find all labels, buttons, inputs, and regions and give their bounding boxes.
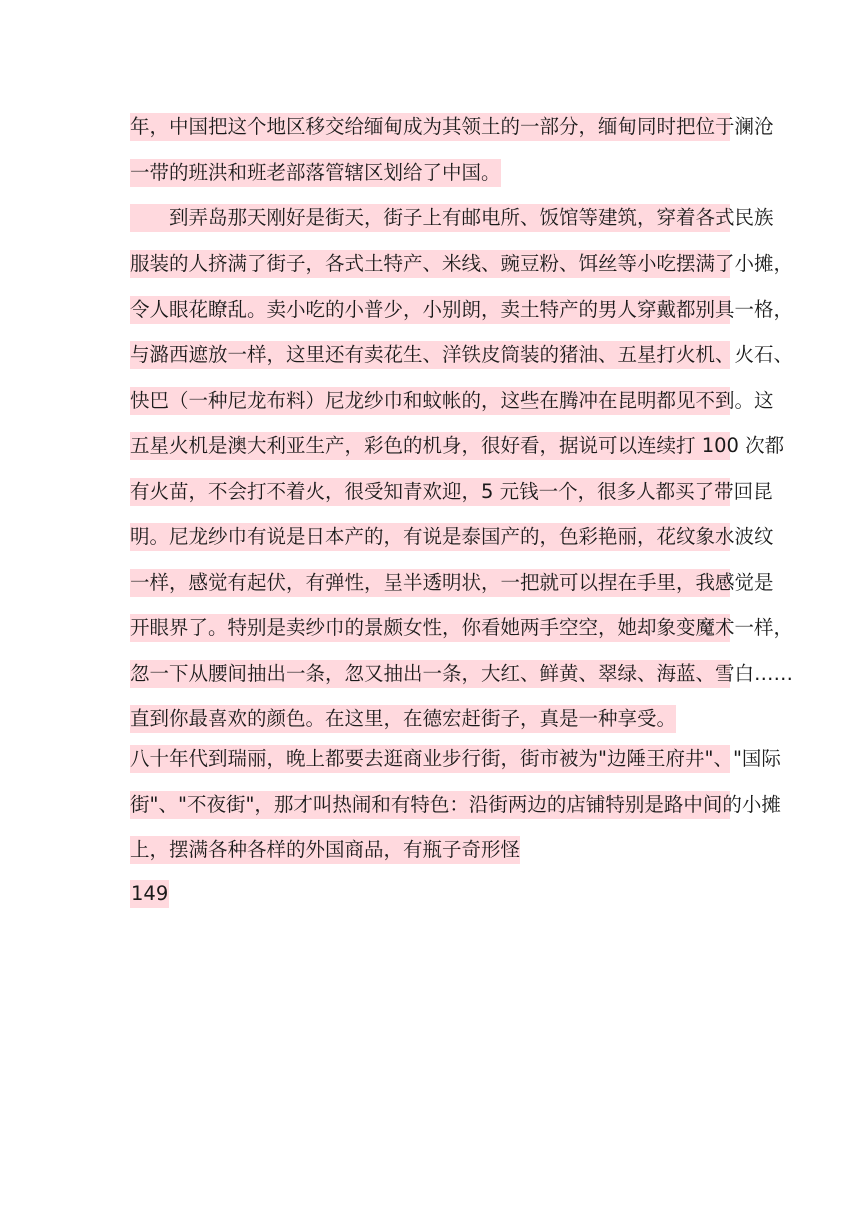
- text-line: 与潞西遮放一样，这里还有卖花生、洋铁皮筒装的猪油、五星打火机、火石、: [130, 341, 730, 369]
- text-line: 八十年代到瑞丽，晚上都要去逛商业步行街，街市被为"边陲王府井"、"国际: [130, 745, 730, 773]
- text-line: 忽一下从腰间抽出一条，忽又抽出一条，大红、鲜黄、翠绿、海蓝、雪白……: [130, 660, 730, 688]
- text-line: 有火苗，不会打不着火，很受知青欢迎，5 元钱一个，很多人都买了带回昆: [130, 478, 730, 506]
- text-line: 直到你最喜欢的颜色。在这里，在德宏赶街子，真是一种享受。: [130, 705, 676, 733]
- text-line-indented: [130, 204, 774, 232]
- text-line: 五星火机是澳大利亚生产，彩色的机身，很好看，据说可以连续打 100 次都: [130, 432, 730, 460]
- text-line: 上，摆满各种各样的外国商品，有瓶子奇形怪: [130, 836, 520, 864]
- page-number: 149: [130, 880, 169, 908]
- text-line: 开眼界了。特别是卖纱巾的景颇女性，你看她两手空空，她却象变魔术一样，: [130, 614, 730, 642]
- text-line: 一样，感觉有起伏，有弹性，呈半透明状，一把就可以捏在手里，我感觉是: [130, 569, 730, 597]
- text-line: 街"、"不夜街"，那才叫热闹和有特色：沿街两边的店铺特别是路中间的小摊: [130, 791, 730, 819]
- text-line-content: 到弄岛那天刚好是街天，街子上有邮电所、饭馆等建筑，穿着各式民族: [169, 206, 774, 229]
- text-line: 明。尼龙纱巾有说是日本产的，有说是泰国产的，色彩艳丽，花纹象水波纹: [130, 523, 730, 551]
- text-line: 年，中国把这个地区移交给缅甸成为其领土的一部分，缅甸同时把位于澜沧: [130, 113, 730, 141]
- text-line: 快巴（一种尼龙布料）尼龙纱巾和蚊帐的，这些在腾冲在昆明都见不到。这: [130, 387, 730, 415]
- text-line: 服装的人挤满了街子，各式土特产、米线、豌豆粉、饵丝等小吃摆满了小摊，: [130, 250, 730, 278]
- text-line: 令人眼花瞭乱。卖小吃的小普少，小别朗，卖土特产的男人穿戴都别具一格，: [130, 296, 730, 324]
- text-line: 一带的班洪和班老部落管辖区划给了中国。: [130, 159, 501, 187]
